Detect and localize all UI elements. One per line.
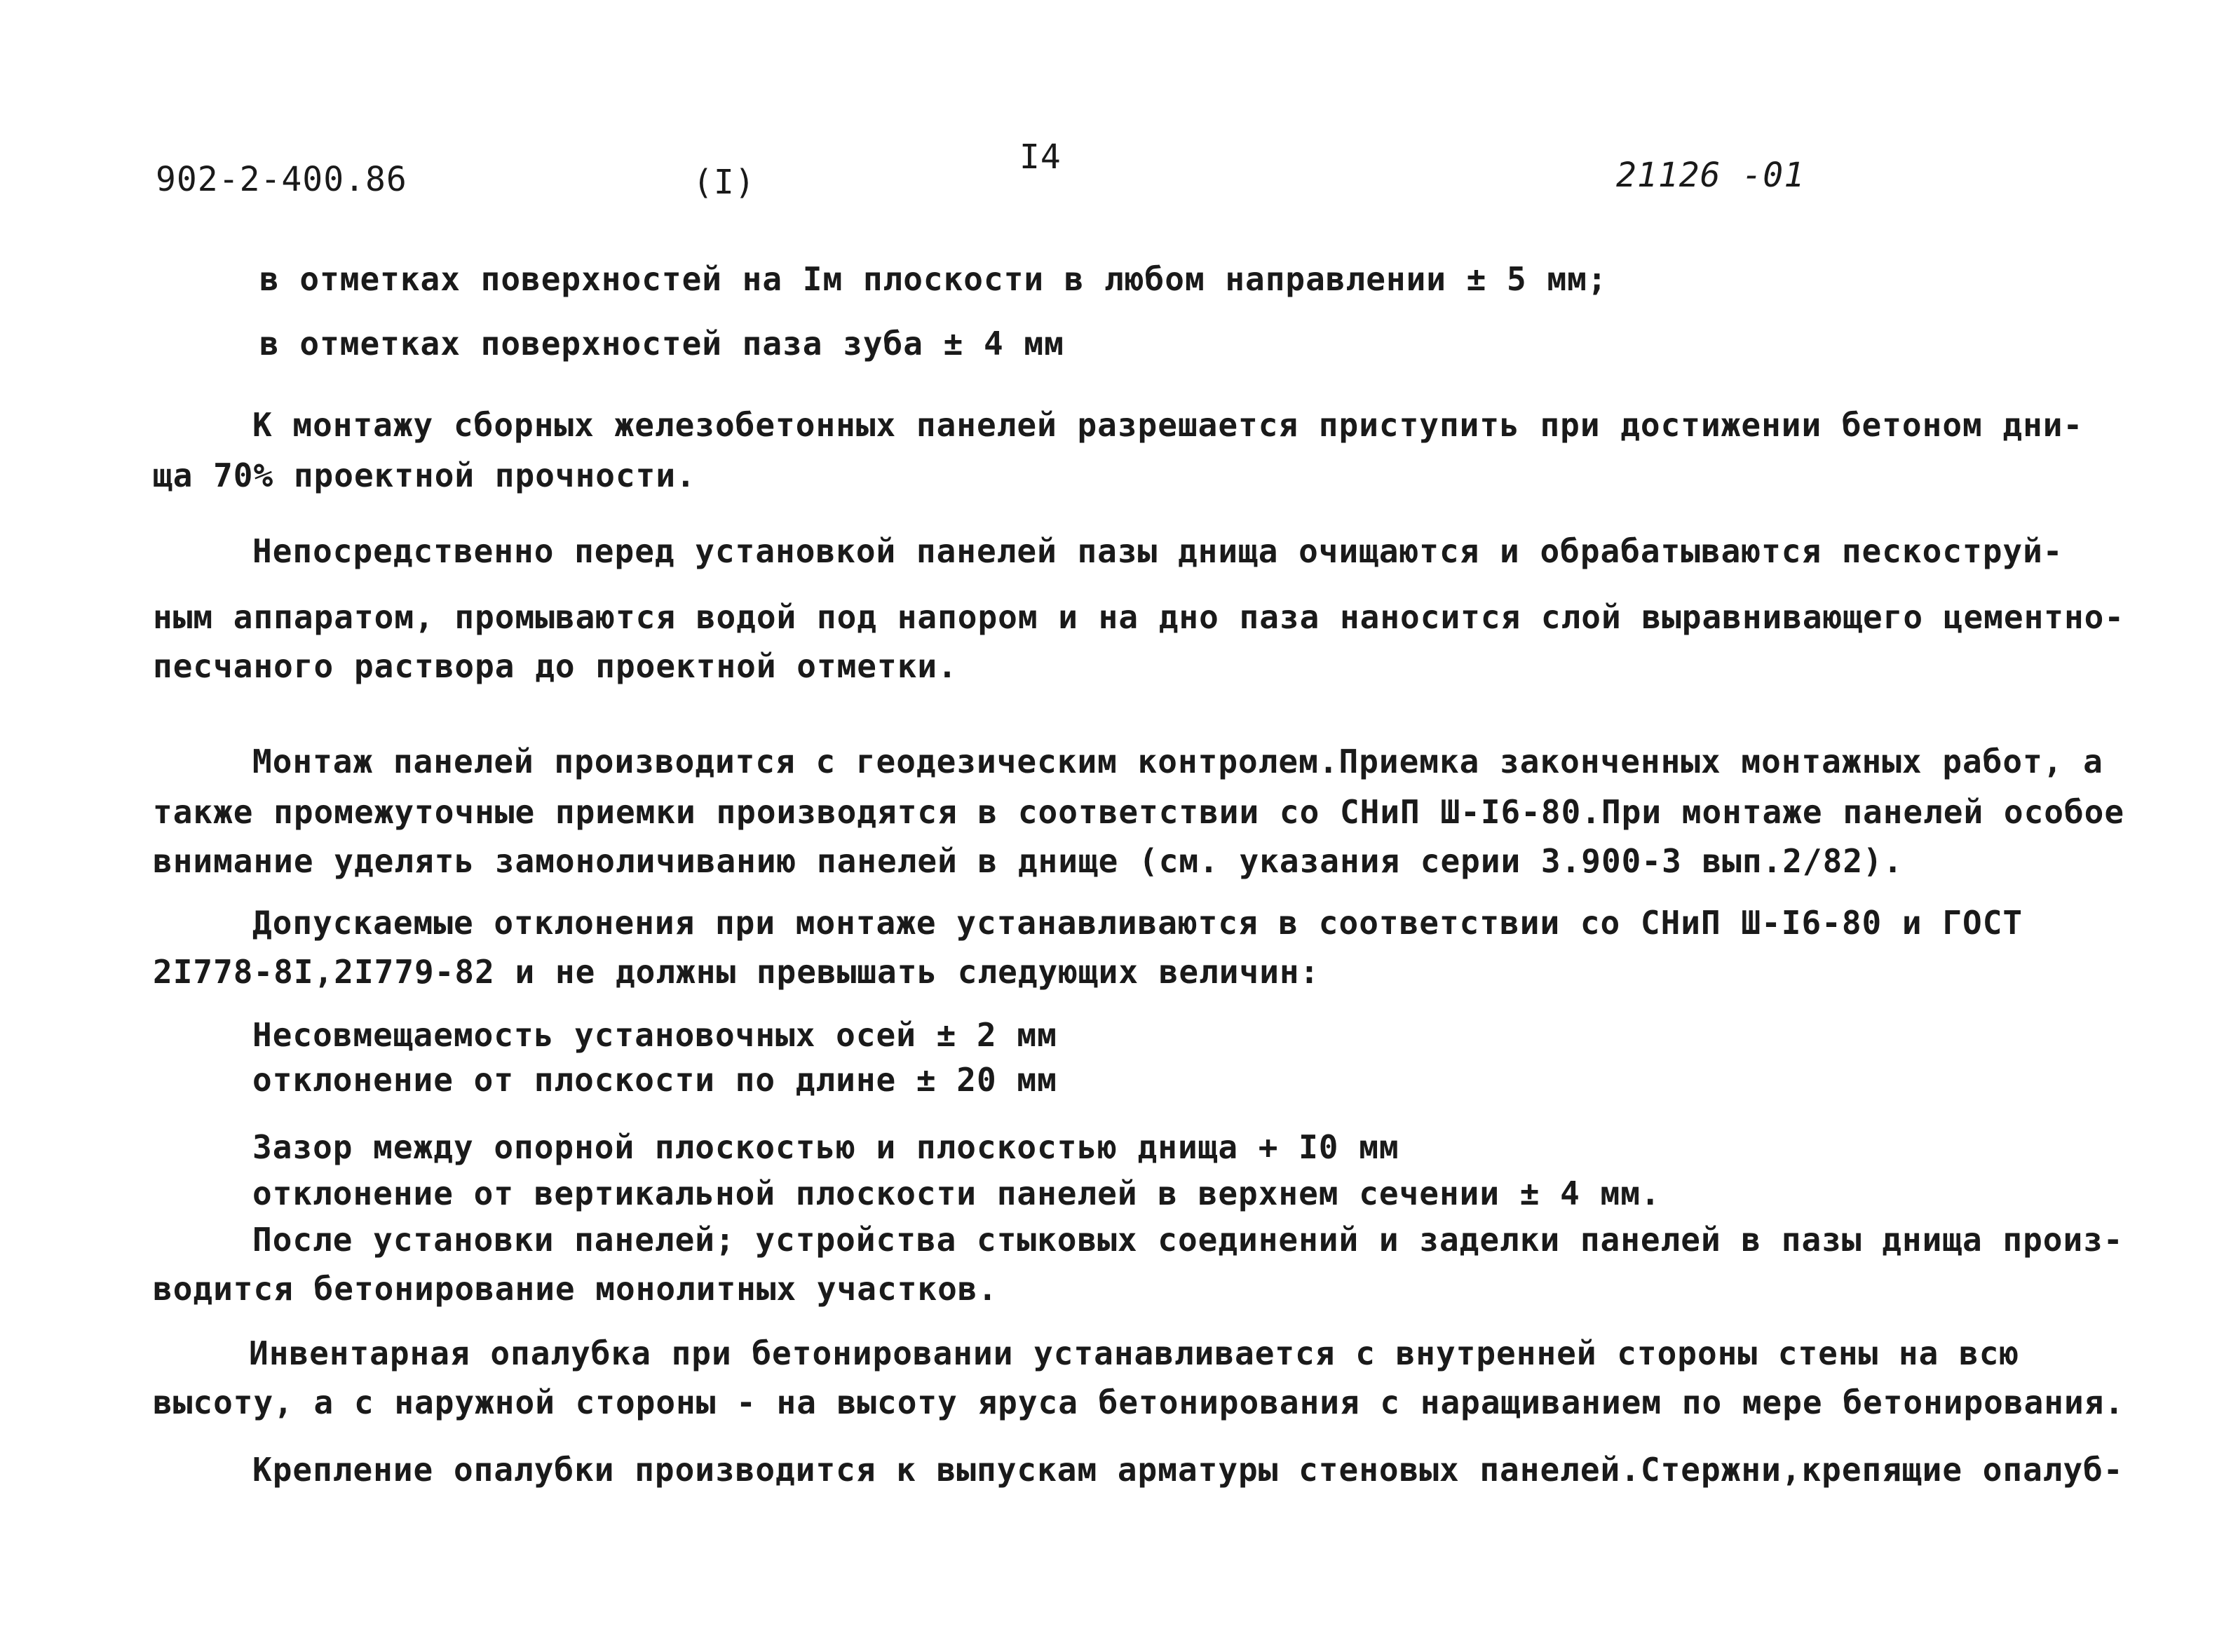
body-line: Несовмещаемость установочных осей ± 2 мм: [252, 1016, 1057, 1054]
body-line: Непосредственно перед установкой панелей пазы днища очищаются и обрабатываются пескоструй-: [252, 532, 2063, 570]
body-line: Инвентарная опалубка при бетонировании устанавливается с внутренней стороны стены на всю: [249, 1334, 2020, 1372]
document-code: 902-2-400.86: [156, 160, 407, 199]
sheet-code: 21126 -01: [1616, 156, 1805, 195]
body-line: водится бетонирование монолитных участков.: [153, 1270, 998, 1308]
body-line: Допускаемые отклонения при монтаже устанавливаются в соответствии со СНиП Ш-I6-80 и ГОСТ: [252, 904, 2023, 942]
body-line: К монтажу сборных железобетонных панелей разрешается приступить при достижении бетоном дни-: [252, 406, 2084, 444]
body-line: ща 70% проектной прочности.: [153, 456, 696, 494]
body-line: высоту, а с наружной стороны - на высоту яруса бетонирования с наращиванием по мере бетонирования.: [153, 1383, 2125, 1421]
body-line: в отметках поверхностей паза зуба ± 4 мм: [259, 325, 1064, 363]
body-line: Монтаж панелей производится с геодезическим контролем.Приемка законченных монтажных работ, а: [252, 743, 2103, 780]
body-line: внимание уделять замоноличиванию панелей в днище (см. указания серии 3.900-3 вып.2/82).: [153, 842, 1904, 880]
body-line: отклонение от вертикальной плоскости панелей в верхнем сечении ± 4 мм.: [252, 1174, 1661, 1212]
page-number: I4: [1019, 137, 1062, 177]
body-line: 2I778-8I,2I779-82 и не должны превышать следующих величин:: [153, 953, 1320, 991]
part-number: (I): [693, 163, 756, 202]
body-line: песчаного раствора до проектной отметки.: [153, 647, 958, 685]
body-line: Крепление опалубки производится к выпускам арматуры стеновых панелей.Стержни,крепящие опалуб-: [252, 1451, 2124, 1489]
body-line: После установки панелей; устройства стыковых соединений и заделки панелей в пазы днища произ-: [252, 1221, 2124, 1259]
body-line: ным аппаратом, промываются водой под напором и на дно паза наносится слой выравнивающего цементно-: [153, 598, 2125, 636]
body-line: в отметках поверхностей на Iм плоскости в любом направлении ± 5 мм;: [259, 260, 1608, 298]
body-line: также промежуточные приемки производятся в соответствии со СНиП Ш-I6-80.При монтаже панелей особое: [153, 793, 2125, 831]
body-line: Зазор между опорной плоскостью и плоскостью днища + I0 мм: [252, 1128, 1399, 1166]
body-line: отклонение от плоскости по длине ± 20 мм: [252, 1061, 1057, 1099]
